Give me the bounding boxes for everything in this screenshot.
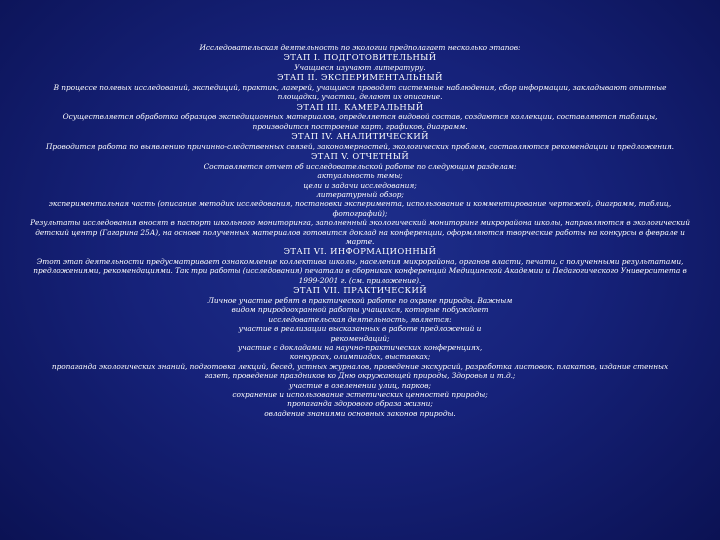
stage-6-text (8, 257, 712, 285)
text-line: цели и задачи исследования; (303, 180, 417, 190)
text-line: Составляется отчет об исследовательской работе по следующим разделам: (203, 161, 517, 171)
text-line: конкурсах, олимпиадах, выставках; (289, 352, 431, 362)
text-line: пропаганда здорового образа жизни; (287, 399, 433, 409)
text-line: Проводится работа по выявлению причинно-следственных связей, закономерностей, экологических проблем, составляются рекомендации и предложения. (46, 141, 674, 151)
text-line: 1999-2001 г. (см. приложение). (298, 275, 422, 285)
text-line: детский центр (Гагарина 25А), на основе полученных материалов готовится доклад на конференции, оформляются творческие работы на конкурсы в феврале и (35, 227, 685, 237)
stage-1-text (8, 63, 712, 72)
stage-7-heading: ЭТАП VII. ПРАКТИЧЕСКИЙ (293, 285, 427, 296)
text-line: марте. (345, 237, 375, 247)
intro-text: Исследовательская деятельность по экологии предполагает несколько этапов: (199, 43, 521, 52)
text-line: площадки, участки, делают их описание. (277, 92, 443, 102)
stage-3-heading: ЭТАП III. КАМЕРАЛЬНЫЙ (296, 101, 424, 112)
text-line: производится построение карт, графиков, диаграмм. (252, 121, 468, 131)
text-line: литературный обзор; (316, 190, 404, 200)
stage-2-heading: ЭТАП II. ЭКСПЕРИМЕНТАЛЬНЫЙ (277, 72, 443, 83)
text-line: предложениями, рекомендациями. Так три работы (исследования) печатали в сборниках конференций Медицинской Академии и Педагогического Университета в (33, 266, 687, 276)
text-line: Личное участие ребят в практической работе по охране природы. Важным (207, 295, 513, 305)
slide-body (8, 43, 712, 418)
text-line: пропаганда экологических знаний, подготовка лекций, бесед, устных журналов, проведение экскурсий, разработка листовок, плакатов, издание стенных (51, 361, 669, 371)
stage-2-text (8, 83, 712, 102)
text-line: участие в озеленении улиц, парков; (289, 380, 431, 390)
text-line: Осуществляется обработка образцов экспедиционных материалов, определяется видовой состав, создаются коллекции, составляются таблицы, (62, 112, 658, 122)
stage-5-heading: ЭТАП V. ОТЧЕТНЫЙ (310, 151, 410, 162)
text-line: рекомендаций; (330, 333, 390, 343)
text-line: газет, проведение праздников ко Дню окружающей природы, Здоровья и т.д.; (204, 371, 516, 381)
text-line: фотографий); (332, 208, 388, 218)
stage-7-text (8, 296, 712, 418)
text-line: исследовательская деятельность, является: (268, 314, 452, 324)
text-line: актуальность темы; (317, 171, 403, 181)
stage-4-heading: ЭТАП IV. АНАЛИТИЧЕСКИЙ (291, 131, 429, 142)
text-line: Этот этап деятельности предусматривает ознакомление коллектива школы, населения микрорайона, органов власти, печати, с полученными результатами, (36, 257, 684, 267)
stage-3-text (8, 112, 712, 131)
stage-5-text (8, 162, 712, 247)
text-line: Результаты исследования вносят в паспорт школьного мониторинга, заполненный экологический мониторинг микрорайона школы, направляются в экологический (30, 218, 690, 228)
text-line: овладение знаниями основных законов природы. (264, 408, 456, 418)
stage-4-text (8, 142, 712, 151)
stage-1-heading: ЭТАП I. ПОДГОТОВИТЕЛЬНЫЙ (283, 52, 437, 63)
text-line: В процессе полевых исследований, экспедиций, практик, лагерей, учащиеся проводят системные наблюдения, сбор информации, закладывают опытные (53, 83, 667, 92)
stage-6-heading: ЭТАП VI. ИНФОРМАЦИОННЫЙ (283, 246, 437, 257)
text-line: участие с докладами на научно-практических конференциях, (237, 342, 483, 352)
text-line: видом природоохранной работы учащихся, которые побуждает (231, 305, 489, 315)
text-line: сохранение и использование эстетических ценностей природы; (232, 389, 488, 399)
text-line: участие в реализации высказанных в работе предложений и (238, 324, 482, 334)
text-line: Учащиеся изучают литературу. (294, 63, 426, 72)
text-line: экспериментальная часть (описание методик исследования, постановки эксперимента, использование и комментирование чертежей, диаграмм, таблиц, (48, 199, 672, 209)
